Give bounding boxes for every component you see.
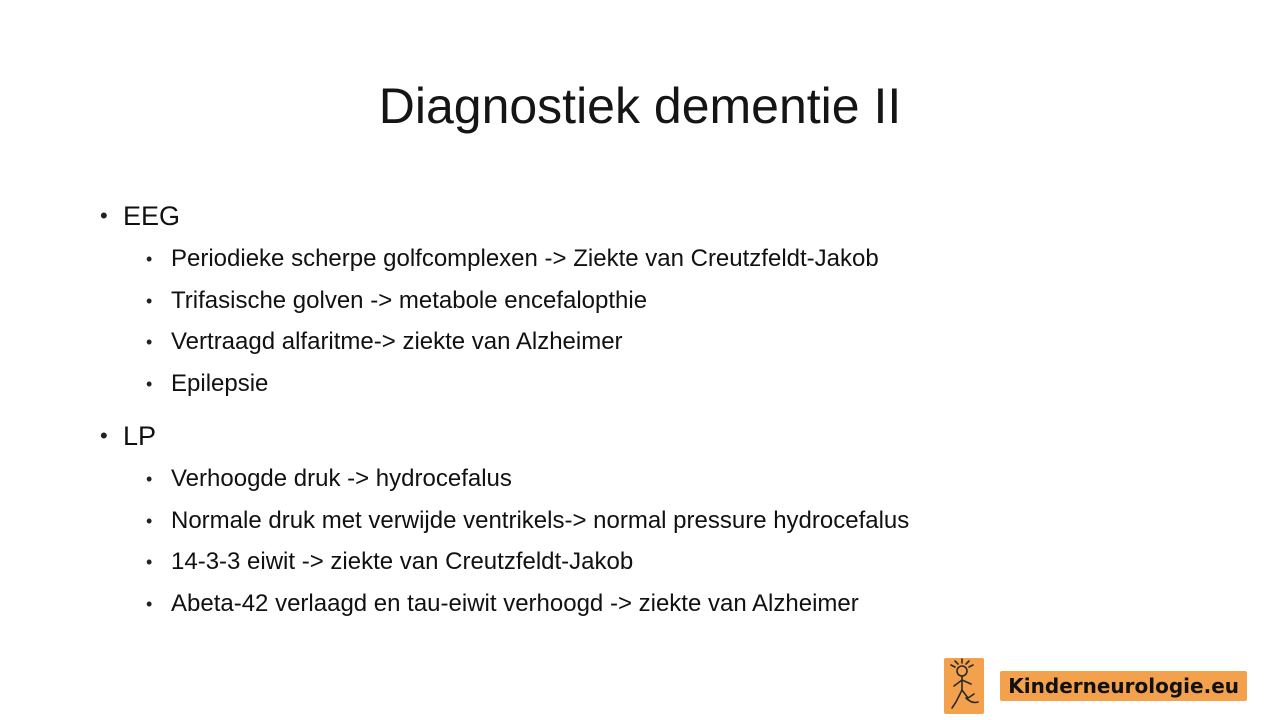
sublist-lp: [100, 458, 1200, 624]
bullet: •: [146, 552, 153, 572]
bullet: •: [146, 249, 153, 269]
section-heading-eeg: [100, 196, 1200, 236]
bullet: •: [146, 290, 153, 311]
list-item-text: Abeta-42 verlaagd en tau-eiwit verhoogd -> ziekte van Alzheimer: [171, 589, 859, 617]
list-item: [146, 541, 1200, 583]
slide-content: [100, 196, 1200, 636]
bullet: •: [146, 332, 153, 352]
list-item: [146, 321, 1200, 363]
bullet: •: [146, 373, 153, 394]
list-item-text: 14-3-3 eiwit -> ziekte van Creutzfeldt-Jakob: [171, 548, 634, 575]
list-item: [146, 280, 1200, 322]
section-heading-lp: [100, 416, 1200, 456]
sublist-eeg: [100, 238, 1200, 404]
list-item: [146, 583, 1200, 625]
list-item: [146, 238, 1200, 280]
list-item-text: Epilepsie: [171, 369, 269, 397]
list-item-text: Verhoogde druk -> hydrocefalus: [171, 465, 512, 492]
list-item-text: Periodieke scherpe golfcomplexen -> Ziekte van Creutzfeldt-Jakob: [171, 245, 879, 272]
section-heading-label: LP: [123, 421, 157, 451]
bullet: •: [100, 203, 108, 228]
list-item-text: Trifasische golven -> metabole encefalopthie: [171, 286, 648, 314]
logo-text: Kinderneurologie.eu: [1000, 671, 1247, 701]
bullet: •: [146, 593, 153, 614]
bullet: •: [146, 469, 153, 489]
site-logo: [944, 658, 1247, 714]
list-item-text: Vertraagd alfaritme-> ziekte van Alzheimer: [171, 328, 623, 355]
section-heading-label: EEG: [123, 201, 181, 231]
list-item-text: Normale druk met verwijde ventrikels-> normal pressure hydrocefalus: [171, 506, 910, 534]
slide-title: Diagnostiek dementie II: [378, 78, 902, 134]
child-figure-icon: [944, 658, 984, 714]
list-item: [146, 500, 1200, 542]
list-item: [146, 458, 1200, 500]
list-item: [146, 363, 1200, 405]
bullet: •: [100, 423, 108, 448]
bullet: •: [146, 510, 153, 531]
